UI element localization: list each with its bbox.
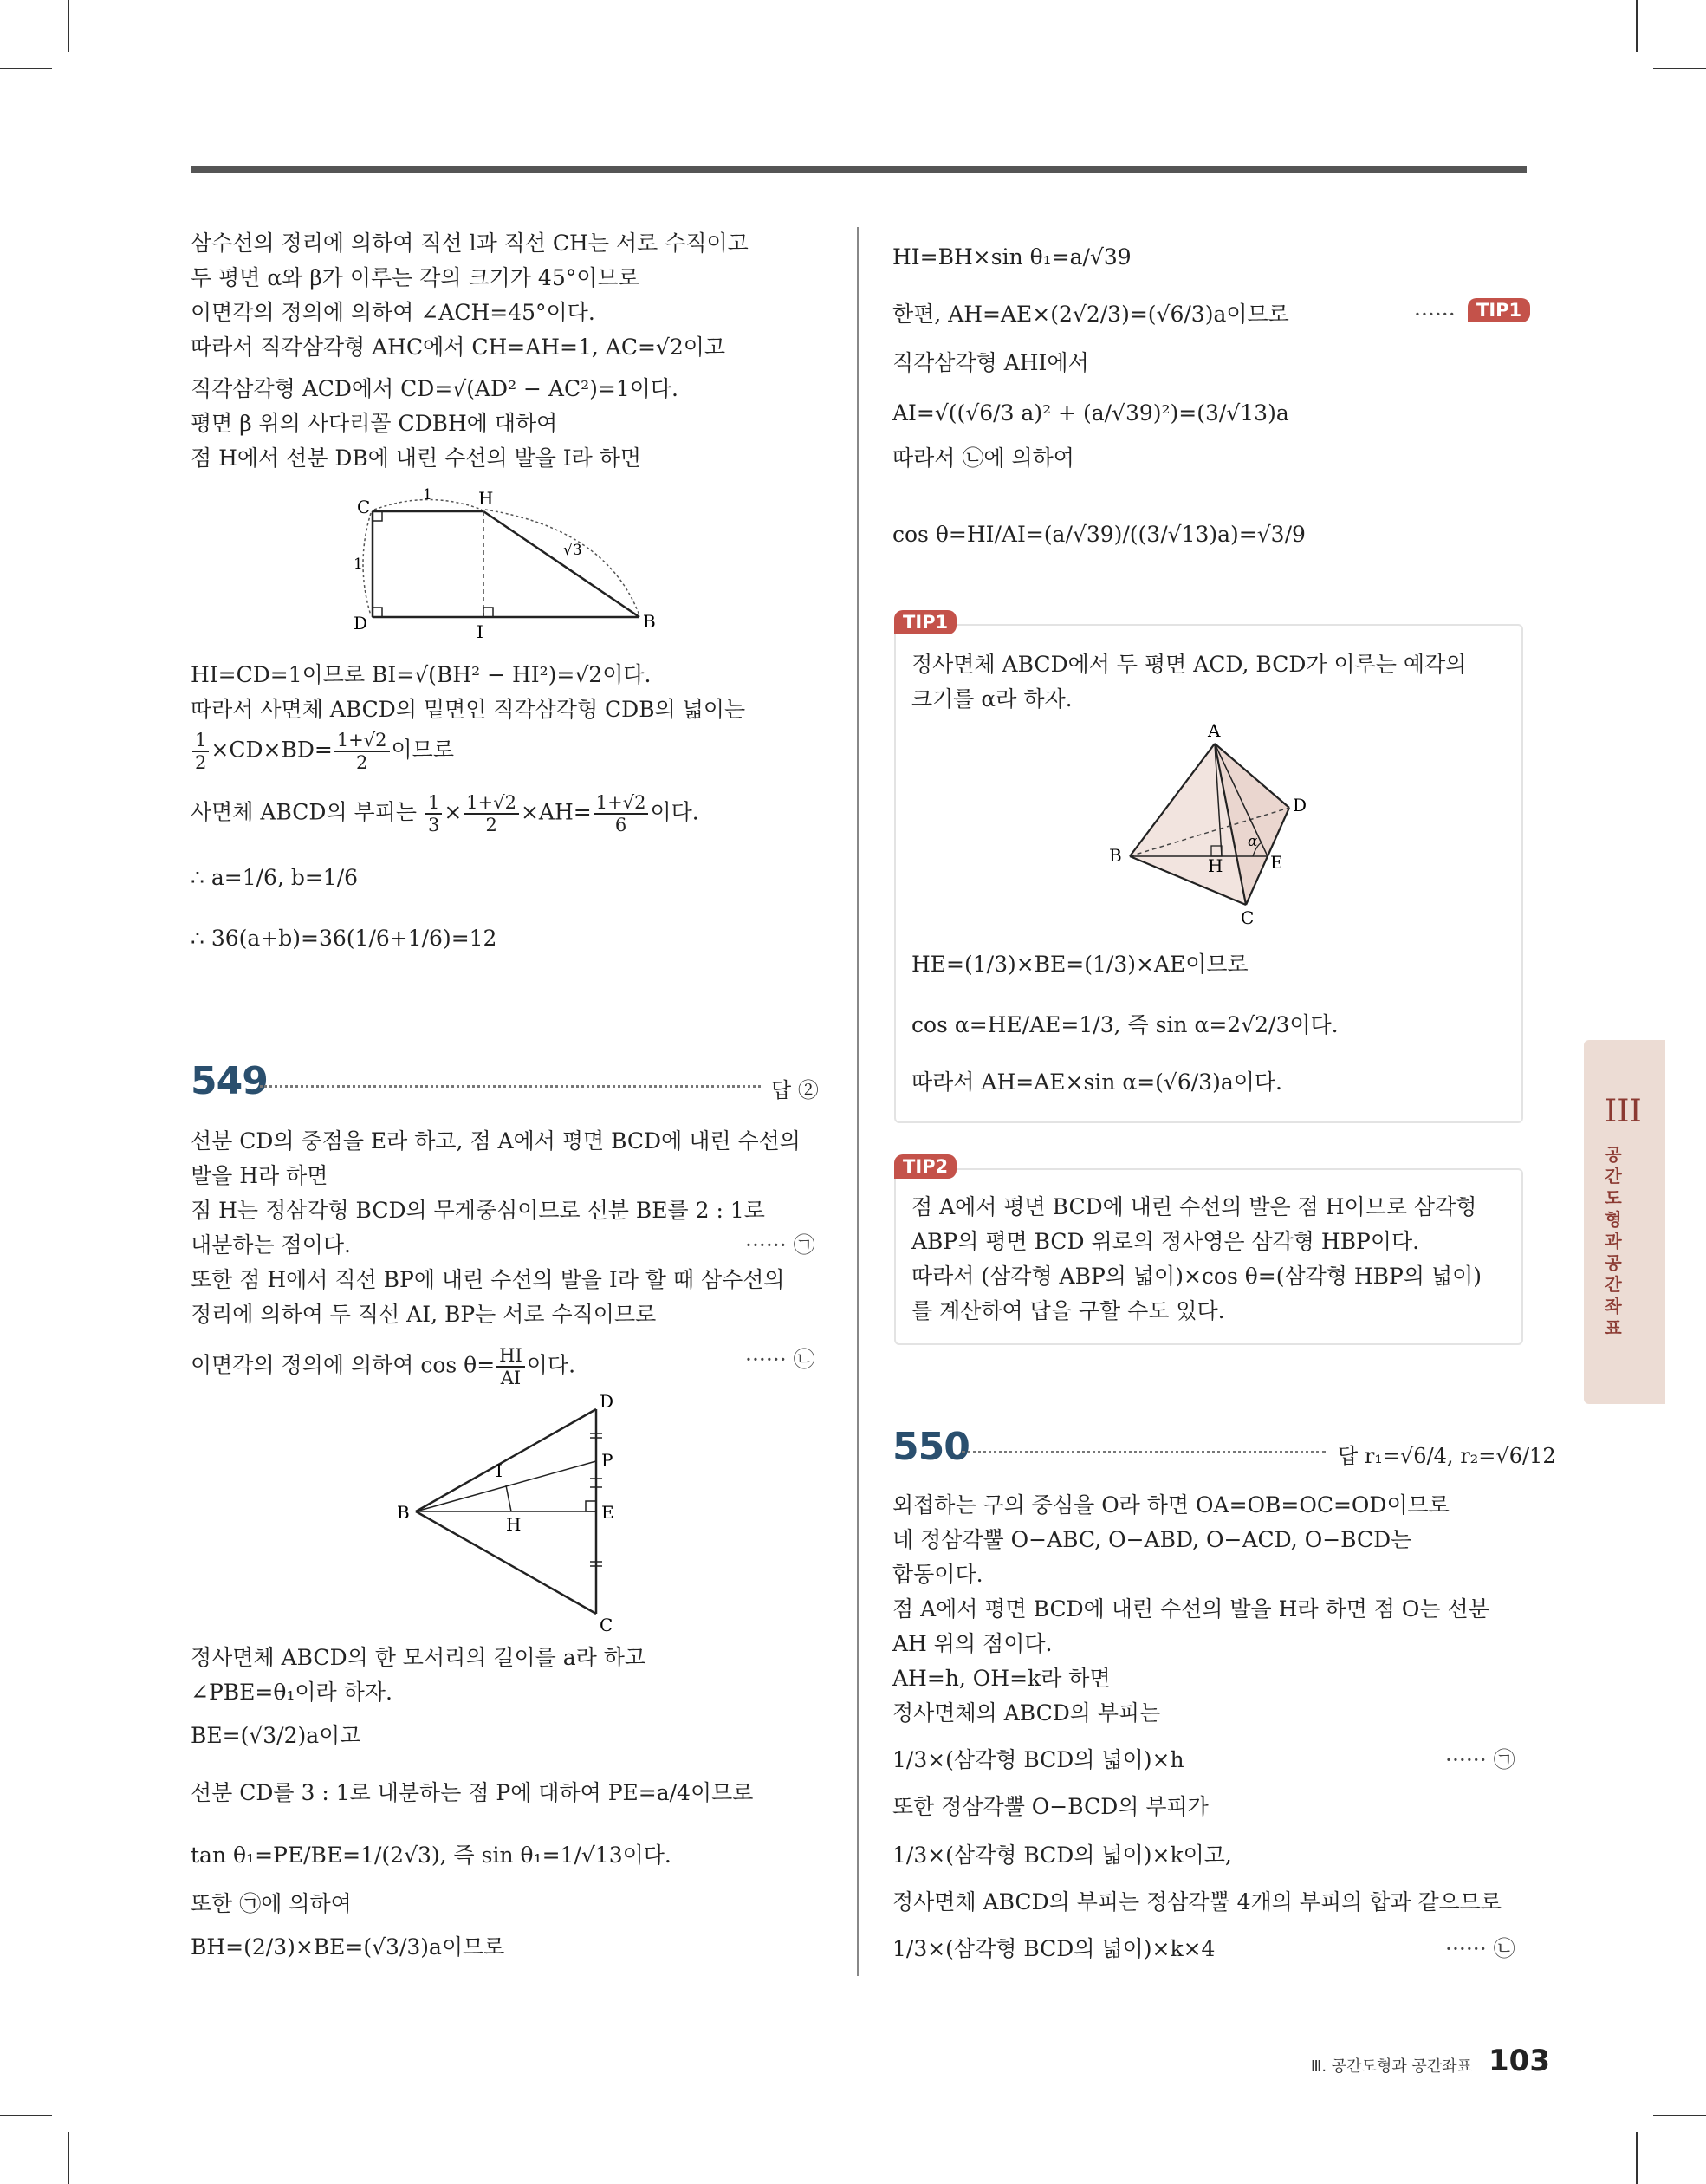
label-h: H bbox=[1208, 855, 1223, 876]
crop-mark bbox=[1653, 68, 1706, 69]
footer-chapter: Ⅲ. 공간도형과 공간좌표 bbox=[1310, 2057, 1472, 2076]
fraction: $\frac{HI}{AI}$ bbox=[496, 1345, 525, 1388]
fraction: $\frac{1+√2}{6}$ bbox=[594, 792, 649, 835]
text-line: 따라서 (삼각형 ABP의 넓이)×cos θ=(삼각형 HBP의 넓이) bbox=[911, 1264, 1482, 1289]
text-line: 네 정삼각뿔 O−ABC, O−ABD, O−ACD, O−BCD는 bbox=[892, 1527, 1412, 1552]
right-angle-d bbox=[373, 608, 382, 617]
formula-line: tan θ₁=PE/BE=1/(2√3), 즉 sin θ₁=1/√13이다. bbox=[191, 1843, 671, 1868]
equation-marker: ······ bbox=[1414, 302, 1456, 327]
text-line: 정사면체 ABCD에서 두 평면 ACD, BCD가 이루는 예각의 bbox=[911, 652, 1467, 677]
text-line: 점 A에서 평면 BCD에 내린 수선의 발을 H라 하면 점 O는 선분 bbox=[892, 1596, 1489, 1622]
formula-line: 사면체 ABCD의 부피는 $\frac{1}{3}$ × $\frac{1+√2}{2}$ ×AH= $\frac{1+√2}{6}$ 이다. bbox=[191, 792, 699, 835]
label-alpha: α bbox=[1248, 833, 1258, 850]
fraction: $\frac{1+√2}{2}$ bbox=[334, 730, 390, 773]
crop-mark bbox=[0, 2115, 52, 2116]
label-i: I bbox=[496, 1460, 503, 1481]
formula-line: 1/3×(삼각형 BCD의 넓이)×k이고, bbox=[892, 1843, 1232, 1868]
trapezoid-diagram bbox=[347, 485, 676, 641]
text-line: 정사면체의 ABCD의 부피는 bbox=[892, 1700, 1161, 1726]
tetrahedron-diagram bbox=[1100, 719, 1326, 927]
label-h: H bbox=[478, 488, 494, 509]
label-b: B bbox=[643, 611, 656, 632]
header-rule bbox=[191, 166, 1527, 173]
arc-hb bbox=[485, 510, 639, 615]
formula-line: ∴ 36(a+b)=36(1/6+1/6)=12 bbox=[191, 926, 497, 951]
problem-number-549: 549 bbox=[191, 1059, 268, 1103]
formula-line: AI=√((√6/3 a)² + (a/√39)²)=(3/√13)a bbox=[892, 400, 1289, 426]
text-line: ABP의 평면 BCD 위로의 정사영은 삼각형 HBP이다. bbox=[911, 1229, 1420, 1254]
label-c: C bbox=[357, 497, 371, 517]
text-line: 따라서 ㉡에 의하여 bbox=[892, 445, 1074, 471]
formula-line: 한편, AH=AE×(2√2/3)=(√6/3)a이므로 bbox=[892, 302, 1289, 327]
segment-hb bbox=[483, 511, 639, 617]
label-one-left: 1 bbox=[354, 556, 363, 573]
label-h: H bbox=[506, 1514, 522, 1535]
triangle-bcd-diagram bbox=[381, 1392, 641, 1636]
segment-bd bbox=[416, 1409, 596, 1511]
formula-line: 선분 CD를 3 : 1로 내분하는 점 P에 대하여 PE=a/4이므로 bbox=[191, 1780, 754, 1805]
problem-dotted-rule bbox=[260, 1085, 761, 1088]
fraction: $\frac{1+√2}{2}$ bbox=[464, 792, 519, 835]
text-line: 또한 정삼각뿔 O−BCD의 부피가 bbox=[892, 1794, 1209, 1819]
tip2-tag: TIP2 bbox=[894, 1154, 957, 1179]
equation-marker: ······ ㉡ bbox=[1445, 1936, 1515, 1961]
text-line: 내분하는 점이다. bbox=[191, 1232, 351, 1258]
text-line: 합동이다. bbox=[892, 1562, 983, 1587]
text-line: 점 H는 정삼각형 BCD의 무게중심이므로 선분 BE를 2 : 1로 bbox=[191, 1198, 765, 1223]
formula-line: 이면각의 정의에 의하여 cos θ= $\frac{HI}{AI}$ 이다. bbox=[191, 1345, 576, 1388]
label-b: B bbox=[397, 1502, 410, 1523]
text-line: 점 H에서 선분 DB에 내린 수선의 발을 I라 하면 bbox=[191, 445, 642, 471]
problem-number-550: 550 bbox=[892, 1425, 970, 1469]
formula-line: cos α=HE/AE=1/3, 즉 sin α=2√2/3이다. bbox=[911, 1012, 1339, 1037]
text-line: 또한 점 H에서 직선 BP에 내린 수선의 발을 I라 할 때 삼수선의 bbox=[191, 1267, 785, 1292]
fraction: $\frac{1}{3}$ bbox=[425, 792, 442, 835]
formula-line: HI=BH×sin θ₁=a/√39 bbox=[892, 244, 1132, 270]
label-p: P bbox=[601, 1450, 613, 1471]
formula-line: 1/3×(삼각형 BCD의 넓이)×h bbox=[892, 1747, 1184, 1772]
text-line: HI=CD=1이므로 BI=√(BH² − HI²)=√2이다. bbox=[191, 662, 652, 687]
fraction: $\frac{1}{2}$ bbox=[192, 730, 209, 773]
label-c: C bbox=[600, 1615, 613, 1635]
label-e: E bbox=[601, 1502, 614, 1523]
label-d: D bbox=[354, 613, 368, 634]
label-a: A bbox=[1208, 720, 1221, 741]
crop-mark bbox=[1653, 2115, 1706, 2116]
chapter-number: III bbox=[1605, 1094, 1642, 1129]
label-i: I bbox=[477, 621, 483, 641]
text-line: 따라서 사면체 ABCD의 밑면인 직각삼각형 CDB의 넓이는 bbox=[191, 697, 746, 722]
text-line: 정리에 의하여 두 직선 AI, BP는 서로 수직이므로 bbox=[191, 1302, 657, 1327]
crop-mark bbox=[68, 2132, 69, 2184]
equation-marker: ······ ㉠ bbox=[1445, 1747, 1515, 1772]
text-line: 선분 CD의 중점을 E라 하고, 점 A에서 평면 BCD에 내린 수선의 bbox=[191, 1128, 801, 1154]
text-line: ∠PBE=θ₁이라 하자. bbox=[191, 1680, 392, 1705]
formula-line: BE=(√3/2)a이고 bbox=[191, 1723, 361, 1748]
formula-line: 1/3×(삼각형 BCD의 넓이)×k×4 bbox=[892, 1936, 1216, 1961]
formula-line: BH=(2/3)×BE=(√3/3)a이므로 bbox=[191, 1934, 505, 1960]
crop-mark bbox=[1636, 2132, 1638, 2184]
right-angle-e bbox=[586, 1501, 596, 1511]
tip1-tag: TIP1 bbox=[894, 610, 957, 634]
right-angle-i bbox=[483, 608, 493, 617]
label-c: C bbox=[1241, 907, 1255, 927]
label-d: D bbox=[1293, 795, 1307, 816]
text-line: 또한 ㉠에 의하여 bbox=[191, 1891, 352, 1916]
label-sqrt3: √3 bbox=[563, 542, 582, 559]
formula-line: cos θ=HI/AI=(a/√39)/((3/√13)a)=√3/9 bbox=[892, 522, 1306, 547]
text-line: 정사면체 ABCD의 한 모서리의 길이를 a라 하고 bbox=[191, 1645, 646, 1670]
text-line: AH=h, OH=k라 하면 bbox=[892, 1666, 1111, 1691]
formula-line: $\frac{1}{2}$ ×CD×BD= $\frac{1+√2}{2}$ 이므로 bbox=[191, 730, 454, 773]
text-line: 정사면체 ABCD의 부피는 정삼각뿔 4개의 부피의 합과 같으므로 bbox=[892, 1889, 1502, 1914]
crop-mark bbox=[1636, 0, 1638, 52]
right-angle-c bbox=[373, 511, 382, 521]
text-line: 를 계산하여 답을 구할 수도 있다. bbox=[911, 1298, 1225, 1323]
text-line: 직각삼각형 AHI에서 bbox=[892, 350, 1089, 375]
text-line: 두 평면 α와 β가 이루는 각의 크기가 45°이므로 bbox=[191, 265, 639, 290]
text-line: 평면 β 위의 사다리꼴 CDBH에 대하여 bbox=[191, 411, 558, 436]
answer-label: 답 r₁=√6/4, r₂=√6/12 bbox=[1338, 1444, 1556, 1468]
equation-marker: ······ ㉠ bbox=[745, 1232, 815, 1258]
answer-label: 답 ② bbox=[771, 1078, 819, 1102]
segment-hi bbox=[506, 1485, 511, 1511]
page-number: 103 bbox=[1489, 2044, 1550, 2078]
text-line: 크기를 α라 하자. bbox=[911, 686, 1073, 712]
text-line: 삼수선의 정리에 의하여 직선 l과 직선 CH는 서로 수직이고 bbox=[191, 231, 749, 256]
label-d: D bbox=[600, 1392, 614, 1412]
crop-mark bbox=[0, 68, 52, 69]
equation-marker: ······ ㉡ bbox=[745, 1347, 815, 1372]
text-line: 따라서 직각삼각형 AHC에서 CH=AH=1, AC=√2이고 bbox=[191, 335, 726, 360]
text-line: 직각삼각형 ACD에서 CD=√(AD² − AC²)=1이다. bbox=[191, 376, 678, 401]
problem-dotted-rule bbox=[962, 1451, 1326, 1453]
formula-line: ∴ a=1/6, b=1/6 bbox=[191, 865, 359, 890]
formula-line: HE=(1/3)×BE=(1/3)×AE이므로 bbox=[911, 952, 1249, 977]
text-line: 발을 H라 하면 bbox=[191, 1163, 328, 1188]
text-line: 점 A에서 평면 BCD에 내린 수선의 발은 점 H이므로 삼각형 bbox=[911, 1194, 1477, 1219]
crop-mark bbox=[68, 0, 69, 52]
text-line: AH 위의 점이다. bbox=[892, 1631, 1053, 1656]
column-divider bbox=[857, 227, 859, 1976]
text-line: 이면각의 정의에 의하여 ∠ACH=45°이다. bbox=[191, 300, 595, 325]
chapter-title-vertical: 공간도형과 공간좌표 bbox=[1605, 1144, 1622, 1338]
tip1-reference-tag: TIP1 bbox=[1468, 298, 1530, 322]
label-b: B bbox=[1109, 845, 1122, 866]
label-one-top: 1 bbox=[423, 486, 432, 504]
label-e: E bbox=[1270, 852, 1283, 873]
text-line: 외접하는 구의 중심을 O라 하면 OA=OB=OC=OD이므로 bbox=[892, 1492, 1450, 1518]
arc-cd bbox=[363, 513, 371, 615]
formula-line: 따라서 AH=AE×sin α=(√6/3)a이다. bbox=[911, 1069, 1282, 1095]
